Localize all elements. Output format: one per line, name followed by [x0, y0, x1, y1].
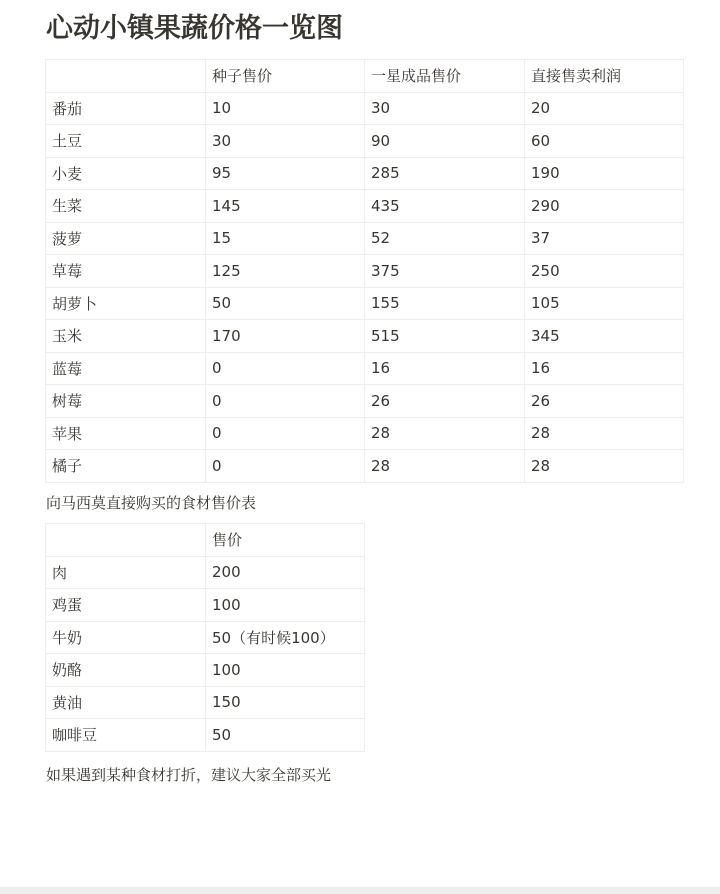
price-cell: 30 [365, 92, 525, 125]
price-cell: 345 [525, 320, 684, 353]
item-name-cell: 生菜 [46, 190, 206, 223]
price-cell: 16 [365, 352, 525, 385]
price-cell: 290 [525, 190, 684, 223]
table-row [46, 222, 684, 255]
table-row [46, 417, 684, 450]
price-cell: 100 [206, 654, 365, 687]
item-name-cell: 黄油 [46, 686, 206, 719]
item-name-cell: 胡萝卜 [46, 287, 206, 320]
price-cell: 100 [206, 589, 365, 622]
table-row [46, 125, 684, 158]
price-cell: 50（有时候100） [206, 621, 365, 654]
item-name-cell: 牛奶 [46, 621, 206, 654]
price-cell: 28 [525, 450, 684, 483]
table-row [46, 385, 684, 418]
price-cell: 0 [206, 352, 365, 385]
price-cell: 52 [365, 222, 525, 255]
item-name-cell: 橘子 [46, 450, 206, 483]
price-cell: 28 [365, 450, 525, 483]
item-name-cell: 蓝莓 [46, 352, 206, 385]
header-cell: 售价 [206, 524, 365, 557]
price-cell: 0 [206, 417, 365, 450]
table-row [46, 621, 365, 654]
price-cell: 125 [206, 255, 365, 288]
price-cell: 50 [206, 287, 365, 320]
price-cell: 28 [525, 417, 684, 450]
header-cell [46, 60, 206, 93]
price-cell: 155 [365, 287, 525, 320]
table-row [46, 654, 365, 687]
table-row [46, 320, 684, 353]
header-cell: 种子售价 [206, 60, 365, 93]
item-name-cell: 奶酪 [46, 654, 206, 687]
item-name-cell: 肉 [46, 556, 206, 589]
table-row [46, 92, 684, 125]
ingredients-price-table [45, 523, 365, 752]
item-name-cell: 玉米 [46, 320, 206, 353]
price-cell: 435 [365, 190, 525, 223]
price-cell: 28 [365, 417, 525, 450]
price-cell: 37 [525, 222, 684, 255]
price-cell: 515 [365, 320, 525, 353]
table-row [46, 686, 365, 719]
header-cell [46, 524, 206, 557]
item-name-cell: 苹果 [46, 417, 206, 450]
price-cell: 50 [206, 719, 365, 752]
price-cell: 200 [206, 556, 365, 589]
item-name-cell: 菠萝 [46, 222, 206, 255]
item-name-cell: 番茄 [46, 92, 206, 125]
item-name-cell: 草莓 [46, 255, 206, 288]
price-cell: 16 [525, 352, 684, 385]
price-cell: 15 [206, 222, 365, 255]
header-row [46, 60, 684, 93]
item-name-cell: 咖啡豆 [46, 719, 206, 752]
item-name-cell: 小麦 [46, 157, 206, 190]
item-name-cell: 鸡蛋 [46, 589, 206, 622]
table-row [46, 556, 365, 589]
produce-price-table [45, 59, 684, 483]
page-title: 心动小镇果蔬价格一览图 [46, 13, 343, 44]
price-cell: 26 [365, 385, 525, 418]
price-cell: 170 [206, 320, 365, 353]
price-cell: 0 [206, 385, 365, 418]
price-cell: 30 [206, 125, 365, 158]
table-row [46, 450, 684, 483]
table-row [46, 190, 684, 223]
table-row [46, 157, 684, 190]
price-cell: 90 [365, 125, 525, 158]
header-row [46, 524, 365, 557]
bottom-bar [0, 887, 720, 894]
price-cell: 0 [206, 450, 365, 483]
table-row [46, 287, 684, 320]
item-name-cell: 土豆 [46, 125, 206, 158]
price-cell: 285 [365, 157, 525, 190]
price-cell: 10 [206, 92, 365, 125]
header-cell: 一星成品售价 [365, 60, 525, 93]
footer-note: 如果遇到某种食材打折，建议大家全部买光 [46, 766, 332, 784]
table-row [46, 719, 365, 752]
price-cell: 150 [206, 686, 365, 719]
header-cell: 直接售卖利润 [525, 60, 684, 93]
table-row [46, 589, 365, 622]
table-row [46, 352, 684, 385]
price-cell: 60 [525, 125, 684, 158]
price-cell: 26 [525, 385, 684, 418]
table-row [46, 255, 684, 288]
ingredients-caption: 向马西莫直接购买的食材售价表 [46, 494, 257, 512]
price-cell: 105 [525, 287, 684, 320]
price-cell: 250 [525, 255, 684, 288]
price-cell: 375 [365, 255, 525, 288]
price-cell: 145 [206, 190, 365, 223]
item-name-cell: 树莓 [46, 385, 206, 418]
price-cell: 20 [525, 92, 684, 125]
price-cell: 190 [525, 157, 684, 190]
price-cell: 95 [206, 157, 365, 190]
